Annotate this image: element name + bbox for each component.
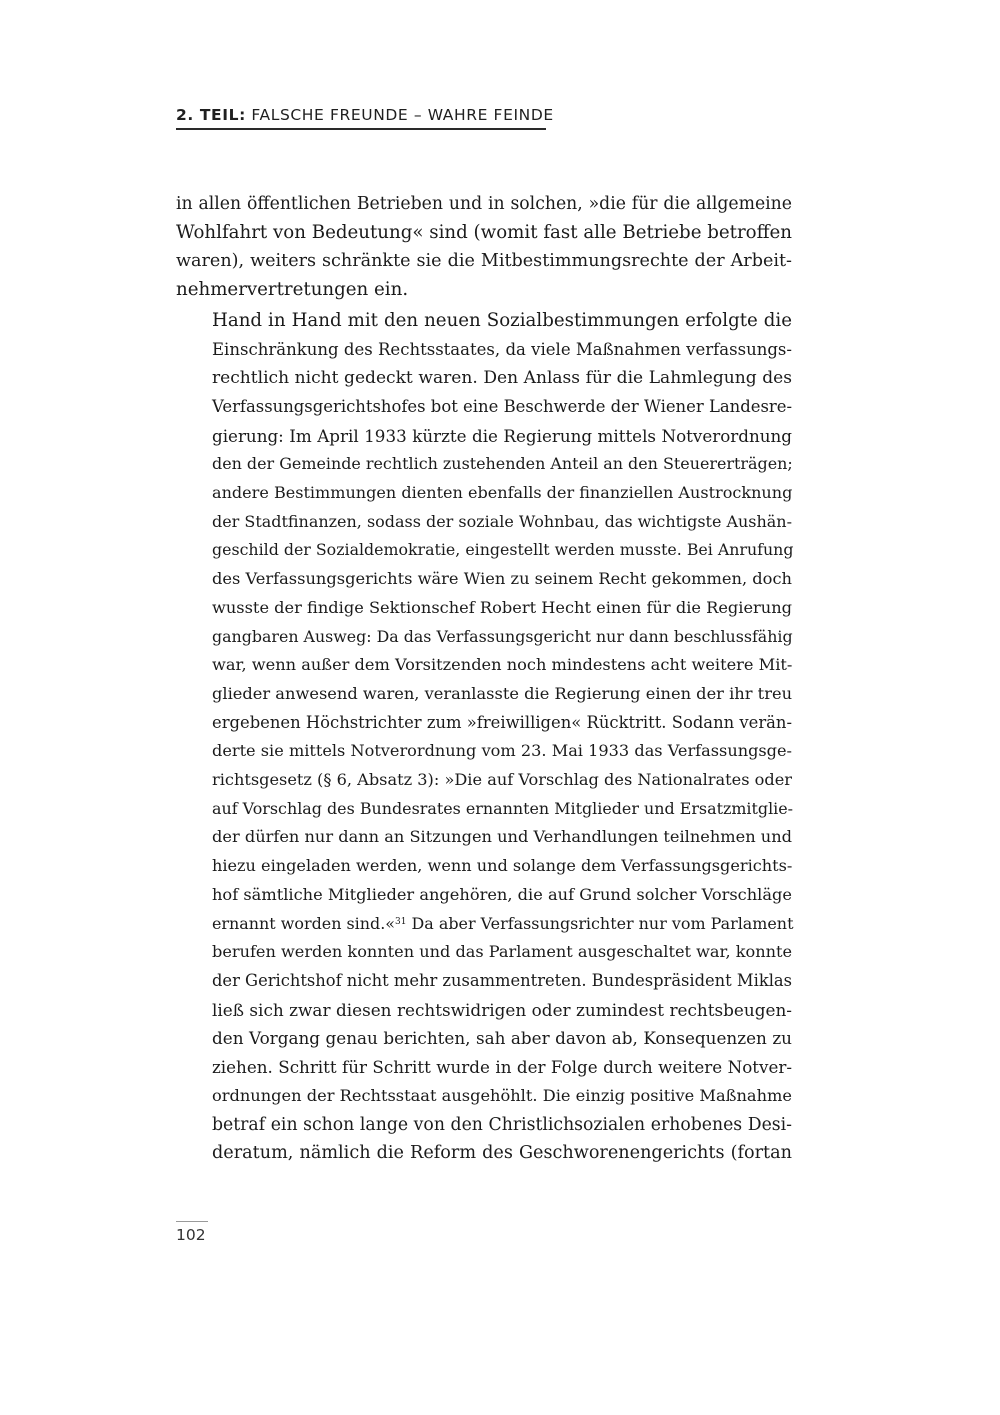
header-part-label: 2. TEIL: — [176, 106, 246, 124]
text-line: in allen öffentlichen Betrieben und in solchen, »die für die allgemeine — [176, 194, 792, 214]
body-text — [176, 190, 792, 1168]
text-line: rechtlich nicht gedeckt waren. Den Anlass für die Lahmlegung des — [212, 368, 792, 389]
text-line: Hand in Hand mit den neuen Sozialbestimmungen erfolgte die — [212, 309, 792, 331]
text-line: derte sie mittels Notverordnung vom 23. Mai 1933 das Verfassungsge- — [212, 741, 792, 761]
text-line: Einschränkung des Rechtsstaates, da viele Maßnahmen verfassungs- — [212, 339, 792, 359]
text-line: Verfassungsgerichtshofes bot eine Beschwerde der Wiener Landesre- — [212, 396, 792, 416]
text-line: glieder anwesend waren, veranlasste die Regierung einen der ihr treu — [212, 683, 793, 703]
running-header — [176, 105, 554, 125]
paragraph-2 — [176, 307, 792, 1168]
footer-rule — [176, 1221, 208, 1222]
quote-continuation: Da aber Verfassungsrichter nur vom Parlament — [411, 913, 794, 933]
text-line: hof sämtliche Mitglieder angehören, die auf Grund solcher Vorschläge — [212, 884, 792, 904]
text-line: wusste der findige Sektionschef Robert Hecht einen für die Regierung — [212, 597, 793, 617]
text-line: ließ sich zwar diesen rechtswidrigen oder zumindest rechtsbeugen- — [212, 999, 792, 1020]
page-number: 102 — [176, 1226, 206, 1244]
text-line: den der Gemeinde rechtlich zustehenden Anteil an den Steuererträgen; — [212, 454, 793, 474]
text-line: richtsgesetz (§ 6, Absatz 3): »Die auf Vorschlag des Nationalrates oder — [212, 770, 792, 790]
header-rule — [176, 128, 546, 130]
text-line: ziehen. Schritt für Schritt wurde in der Folge durch weitere Notver- — [212, 1057, 792, 1078]
text-line: nehmervertretungen ein. — [176, 279, 409, 301]
text-line: andere Bestimmungen dienten ebenfalls der finanziellen Austrocknung — [212, 483, 793, 503]
paragraph-1 — [176, 190, 792, 305]
text-line: berufen werden konnten und das Parlament ausgeschaltet war, konnte — [212, 942, 792, 962]
text-line: deratum, nämlich die Reform des Geschworenengerichts (fortan — [212, 1143, 792, 1164]
text-line: betraf ein schon lange von den Christlichsozialen erhobenes Desi- — [212, 1114, 792, 1135]
text-line: gangbaren Ausweg: Da das Verfassungsgericht nur dann beschlussfähig — [212, 626, 793, 646]
text-line: ergebenen Höchstrichter zum »freiwilligen« Rücktritt. Sodann verän- — [212, 712, 792, 732]
text-line: ordnungen der Rechtsstaat ausgehöhlt. Die einzig positive Maßnahme — [212, 1085, 792, 1105]
footnote-reference[interactable]: 31 — [395, 916, 407, 927]
text-line: hiezu eingeladen werden, wenn und solange dem Verfassungsgerichts- — [212, 856, 793, 876]
text-line: der Stadtfinanzen, sodass der soziale Wohnbau, das wichtigste Aushän- — [212, 511, 792, 531]
text-line: des Verfassungsgerichts wäre Wien zu seinem Recht gekommen, doch — [212, 569, 792, 589]
text-line: waren), weiters schränkte sie die Mitbestimmungsrechte der Arbeit- — [176, 251, 792, 272]
text-line: gierung: Im April 1933 kürzte die Regierung mittels Notverordnung — [212, 425, 792, 446]
text-line: auf Vorschlag des Bundesrates ernannten Mitglieder und Ersatzmitglie- — [212, 798, 794, 818]
quote-end: ernannt worden sind.« — [212, 913, 396, 933]
text-line: geschild der Sozialdemokratie, eingestellt werden musste. Bei Anrufung — [212, 540, 794, 560]
text-line: Wohlfahrt von Bedeutung« sind (womit fast alle Betriebe betroffen — [176, 221, 792, 243]
text-line: den Vorgang genau berichten, sah aber davon ab, Konsequenzen zu — [212, 1028, 792, 1049]
text-line: der Gerichtshof nicht mehr zusammentreten. Bundespräsident Miklas — [212, 970, 792, 990]
text-line: der dürfen nur dann an Sitzungen und Verhandlungen teilnehmen und — [212, 827, 792, 847]
text-line-with-footnote — [176, 910, 792, 939]
text-line: war, wenn außer dem Vorsitzenden noch mindestens acht weitere Mit- — [212, 655, 793, 675]
header-title: FALSCHE FREUNDE – WAHRE FEINDE — [251, 106, 554, 124]
